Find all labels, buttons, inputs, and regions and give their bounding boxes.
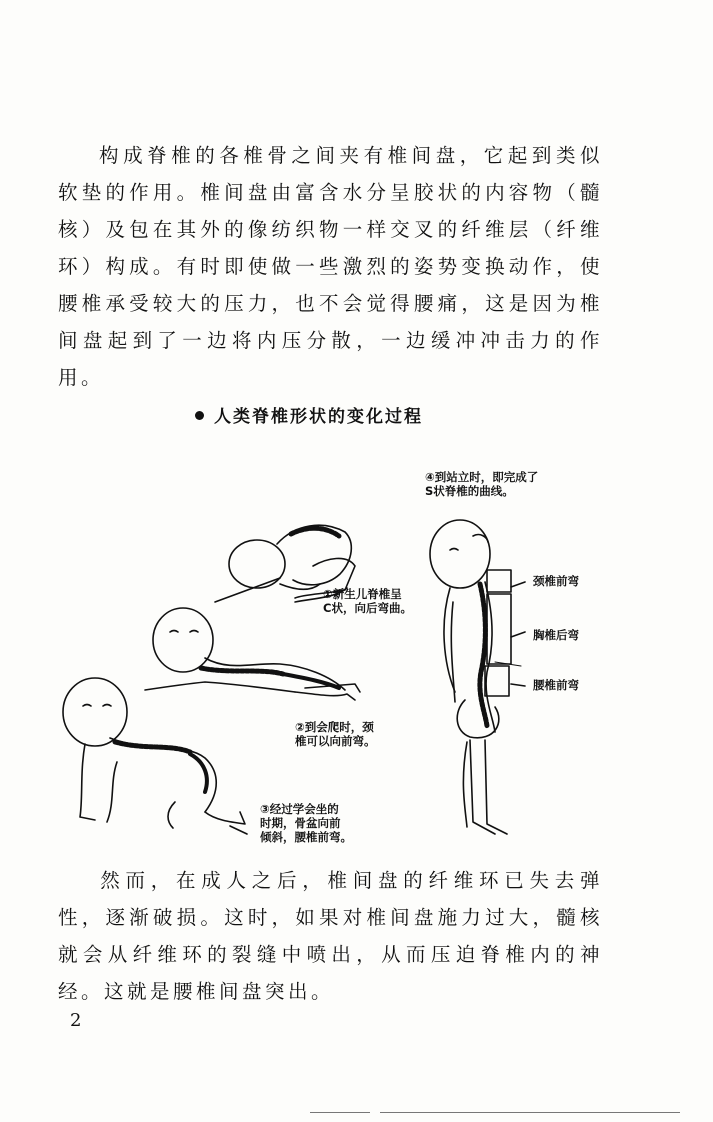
label-cervical-lordosis: 颈椎前弯 <box>533 574 579 588</box>
crawling-baby-figure <box>145 608 360 700</box>
bullet-icon <box>195 411 204 420</box>
page-number: 2 <box>70 1010 82 1031</box>
body-paragraph-1-text: 构成脊椎的各椎骨之间夹有椎间盘，它起到类似软垫的作用。椎间盘由富含水分呈胶状的内容物（髓核）及包在其外的像纺织物一样交叉的纤维层（纤维环）构成。有时即使做一些激烈的姿势变换动作，使腰椎承受较大的压力，也不会觉得腰痛，这是因为椎间盘起到了一边将内压分散，一边缓冲冲击力的作用。 <box>58 144 603 389</box>
footer-rule-1 <box>310 1112 370 1113</box>
label-thoracic-kyphosis: 胸椎后弯 <box>533 628 579 642</box>
section-heading-text: 人类脊椎形状的变化过程 <box>214 407 423 427</box>
footer-rule-2 <box>380 1112 680 1113</box>
body-paragraph-2 <box>58 862 603 1010</box>
spine-development-figure <box>55 462 615 862</box>
kneeling-baby-figure <box>63 678 247 834</box>
caption-newborn: ①新生儿脊椎呈 C状，向后弯曲。 <box>323 587 412 615</box>
caption-sit: ③经过学会坐的 时期，骨盆向前 倾斜，腰椎前弯。 <box>260 802 352 844</box>
caption-stand: ④到站立时，即完成了 S状脊椎的曲线。 <box>425 470 539 498</box>
body-paragraph-1 <box>58 137 603 396</box>
standing-child-figure <box>430 520 525 834</box>
body-paragraph-2-text: 然而，在成人之后，椎间盘的纤维环已失去弹性，逐渐破损。这时，如果对椎间盘施力过大，髓核就会从纤维环的裂缝中喷出，从而压迫脊椎内的神经。这就是腰椎间盘突出。 <box>58 869 603 1003</box>
section-heading <box>195 404 423 430</box>
label-lumbar-lordosis: 腰椎前弯 <box>533 678 579 692</box>
caption-crawl: ②到会爬时，颈 椎可以向前弯。 <box>295 720 376 748</box>
